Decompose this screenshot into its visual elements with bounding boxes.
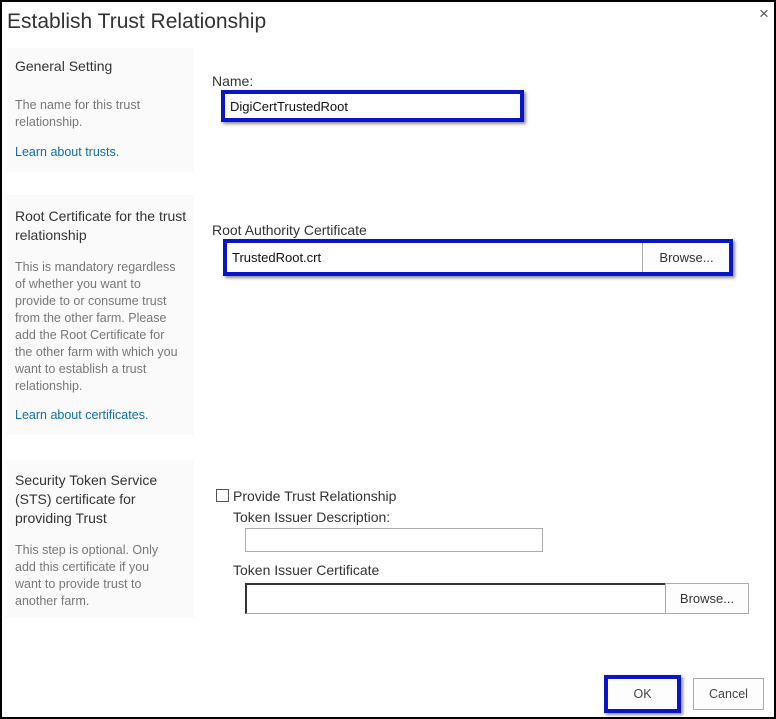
learn-about-certificates-link[interactable]: Learn about certificates. bbox=[15, 408, 149, 422]
token-issuer-certificate-input[interactable] bbox=[245, 583, 666, 614]
close-icon[interactable]: × bbox=[759, 4, 769, 23]
general-setting-description: The name for this trust relationship. bbox=[15, 98, 141, 129]
cancel-button[interactable]: Cancel bbox=[693, 678, 764, 710]
name-input[interactable] bbox=[225, 94, 520, 118]
provide-trust-label: Provide Trust Relationship bbox=[233, 488, 397, 504]
root-certificate-title: Root Certificate for the trust relationship bbox=[15, 208, 187, 243]
general-setting-title: General Setting bbox=[15, 58, 113, 74]
sts-certificate-description: This step is optional. Only add this certificate if you want to provide trust to another farm. bbox=[15, 543, 159, 608]
learn-about-trusts-link[interactable]: Learn about trusts. bbox=[15, 145, 120, 159]
ok-button[interactable]: OK bbox=[608, 679, 677, 709]
token-issuer-browse-button[interactable]: Browse... bbox=[665, 583, 749, 614]
root-certificate-description: This is mandatory regardless of whether you want to provide to or consume trust from the other farm. Please add the Root Certificate for the other farm with which you want to establish a trust relationship. bbox=[15, 260, 178, 393]
root-authority-certificate-label: Root Authority Certificate bbox=[212, 222, 367, 238]
name-label: Name: bbox=[212, 73, 254, 89]
token-issuer-description-label: Token Issuer Description: bbox=[233, 509, 391, 525]
root-certificate-browse-button[interactable]: Browse... bbox=[644, 243, 729, 272]
sts-certificate-title: Security Token Service (STS) certificate for providing Trust bbox=[15, 472, 158, 526]
provide-trust-checkbox[interactable] bbox=[216, 489, 229, 502]
root-certificate-file-input[interactable] bbox=[227, 243, 643, 272]
dialog-title: Establish Trust Relationship bbox=[7, 10, 267, 33]
token-issuer-certificate-label: Token Issuer Certificate bbox=[233, 562, 380, 578]
token-issuer-description-input[interactable] bbox=[245, 528, 543, 552]
